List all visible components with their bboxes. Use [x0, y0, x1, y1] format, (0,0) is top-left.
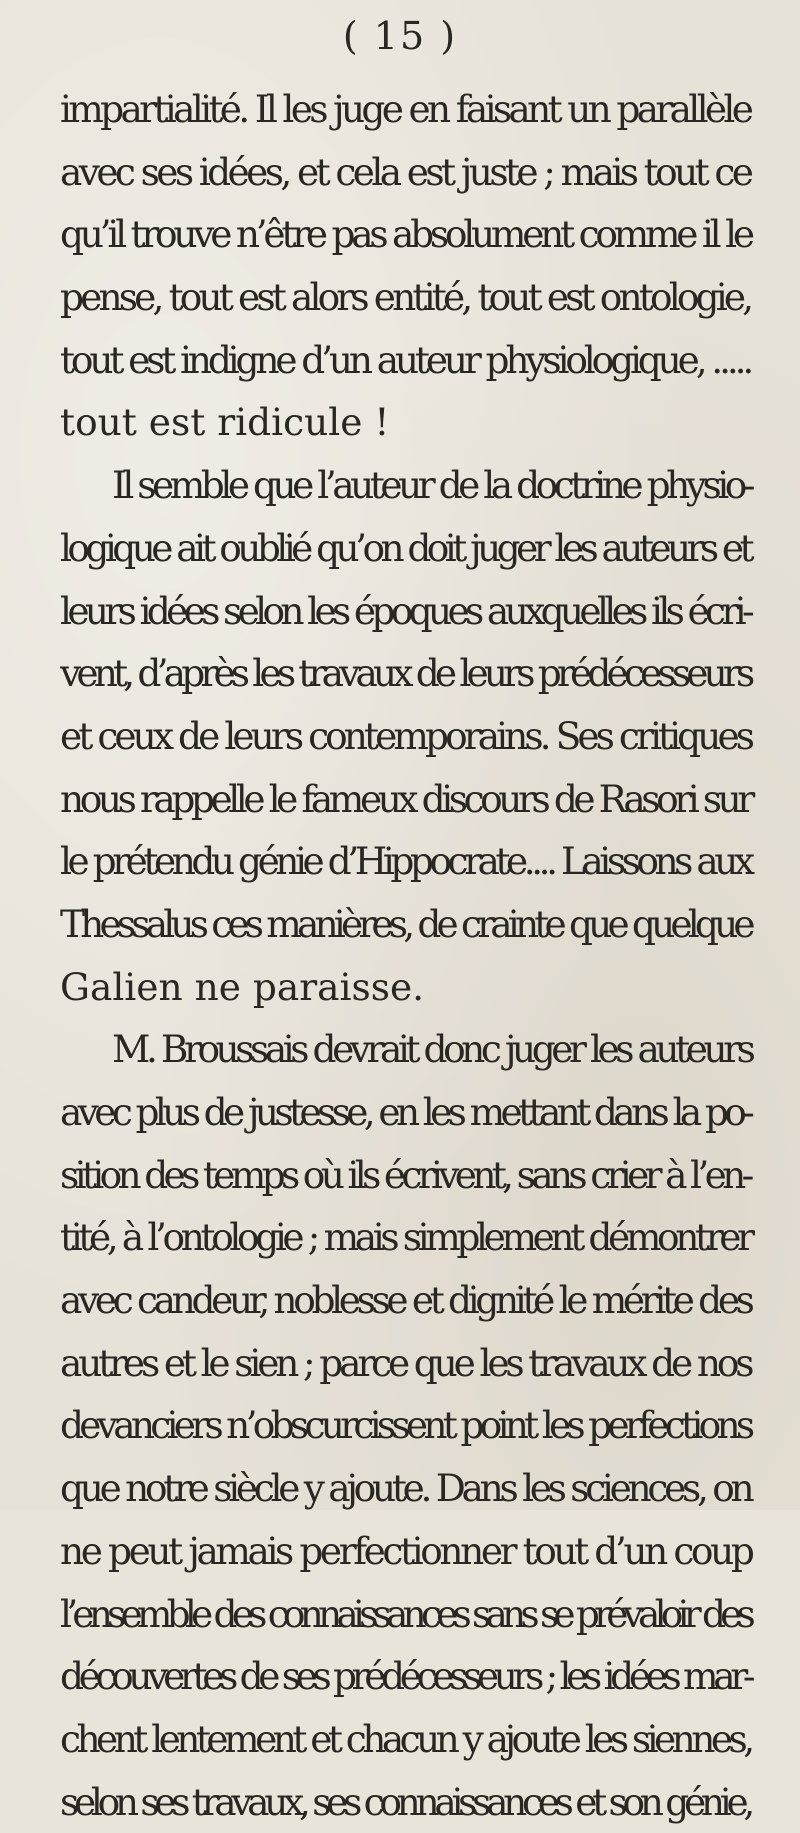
text-line: autres et le sien ; parce que les travaux de nos: [60, 1340, 751, 1385]
text-line: le prétendu génie d’Hippocrate.... Laissons aux: [60, 839, 751, 884]
text-line: que notre siècle y ajoute. Dans les sciences, on: [60, 1466, 751, 1511]
text-line: leurs idées selon les époques auxquelles ils écri-: [60, 588, 750, 633]
text-line: qu’il trouve n’être pas absolument comme il le: [60, 212, 751, 257]
text-line: impartialité. Il les juge en faisant un parallèle: [60, 87, 751, 131]
text-line: avec candeur, noblesse et dignité le mérite des: [60, 1278, 751, 1323]
text-line: tout est indigne d’un auteur physiologique, .....: [60, 337, 751, 382]
text-line: nous rappelle le fameux discours de Rasori sur: [60, 776, 751, 821]
text-line: chent lentement et chacun y ajoute les siennes,: [60, 1716, 751, 1761]
body-text: [60, 78, 760, 1833]
text-line: avec ses idées, et cela est juste ; mais tout ce: [60, 149, 751, 194]
text-line: et ceux de leurs contemporains. Ses critiques: [60, 713, 751, 758]
text-line: selon ses travaux, ses connaissances et son génie,: [60, 1779, 751, 1824]
text-line: ne peut jamais perfectionner tout d’un coup: [60, 1528, 752, 1573]
text-line: tout est ridicule !: [60, 400, 390, 445]
text-line: Thessalus ces manières, de crainte que quelque: [60, 901, 751, 946]
text-line: pense, tout est alors entité, tout est ontologie,: [60, 275, 751, 320]
text-line: sition des temps où ils écrivent, sans crier à l’en-: [60, 1152, 750, 1197]
text-line: tité, à l’ontologie ; mais simplement démontrer: [60, 1215, 751, 1260]
text-line: avec plus de justesse, en les mettant dans la po-: [60, 1090, 751, 1134]
text-line: Galien ne paraisse.: [60, 964, 425, 1009]
text-line: Il semble que l’auteur de la doctrine physio-: [112, 463, 751, 508]
text-line: logique ait oublié qu’on doit juger les auteurs et: [60, 525, 751, 570]
text-line: M. Broussais devrait donc juger les auteurs: [112, 1027, 752, 1072]
page-number: ( 15 ): [342, 14, 458, 58]
text-line: devanciers n’obscurcissent point les perfections: [60, 1403, 751, 1448]
text-line: l’ensemble des connaissances sans se prévaloir des: [60, 1591, 750, 1636]
text-line: découvertes de ses prédécesseurs ; les idées mar-: [60, 1654, 751, 1699]
text-line: vent, d’après les travaux de leurs prédécesseurs: [60, 651, 751, 696]
